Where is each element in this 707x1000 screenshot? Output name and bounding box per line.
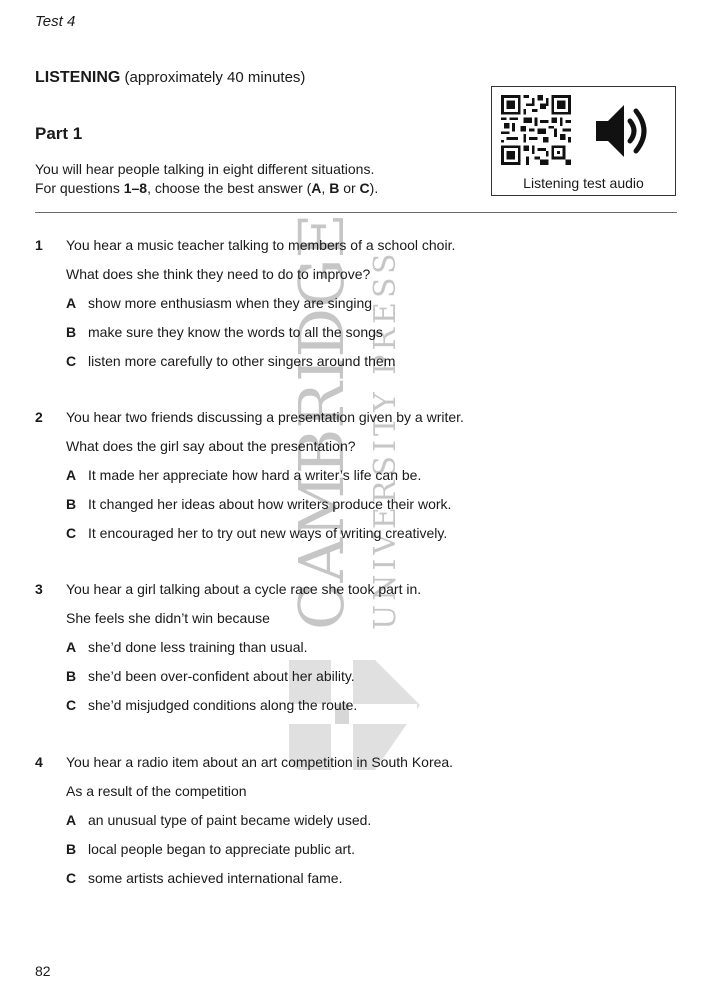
section-divider bbox=[35, 212, 677, 213]
question-prompt: What does she think they need to do to improve? bbox=[66, 266, 371, 282]
instr-opt-b: B bbox=[329, 180, 340, 196]
audio-caption: Listening test audio bbox=[523, 175, 644, 191]
option-c[interactable] bbox=[66, 697, 357, 713]
option-text: It made her appreciate how hard a writer’s life can be. bbox=[88, 467, 422, 483]
question-prompt: What does the girl say about the presentation? bbox=[66, 438, 356, 454]
part-title: Part 1 bbox=[35, 124, 83, 143]
section-title-main: LISTENING bbox=[35, 69, 121, 86]
option-letter: C bbox=[66, 870, 77, 886]
option-a[interactable] bbox=[66, 295, 372, 311]
option-letter: A bbox=[66, 467, 77, 483]
option-text: she’d misjudged conditions along the route. bbox=[88, 697, 358, 713]
question-stem: You hear a girl talking about a cycle race she took part in. bbox=[66, 581, 422, 597]
option-b[interactable] bbox=[66, 841, 355, 857]
instr-opt-c: C bbox=[359, 180, 370, 196]
option-letter: B bbox=[66, 841, 77, 857]
listening-audio-box[interactable] bbox=[491, 86, 676, 196]
question-stem: You hear two friends discussing a presentation given by a writer. bbox=[66, 409, 464, 425]
option-letter: A bbox=[66, 812, 77, 828]
question-prompt: She feels she didn’t win because bbox=[66, 610, 270, 626]
instr-text: , bbox=[321, 180, 330, 196]
option-text: make sure they know the words to all the songs bbox=[88, 324, 383, 340]
option-b[interactable] bbox=[66, 496, 451, 512]
option-text: she’d been over-confident about her ability. bbox=[88, 668, 355, 684]
option-text: It encouraged her to try out new ways of writing creatively. bbox=[88, 525, 448, 541]
question-prompt: As a result of the competition bbox=[66, 783, 247, 799]
option-c[interactable] bbox=[66, 525, 447, 541]
running-head: Test 4 bbox=[35, 13, 76, 30]
option-b[interactable] bbox=[66, 324, 383, 340]
option-letter: A bbox=[66, 295, 77, 311]
question-stem: You hear a radio item about an art competition in South Korea. bbox=[66, 754, 454, 770]
option-letter: C bbox=[66, 525, 77, 541]
speaker-icon[interactable] bbox=[592, 101, 656, 161]
option-text: some artists achieved international fame. bbox=[88, 870, 343, 886]
option-letter: B bbox=[66, 324, 77, 340]
option-text: local people began to appreciate public art. bbox=[88, 841, 355, 857]
option-b[interactable] bbox=[66, 668, 355, 684]
instr-text: or bbox=[339, 180, 360, 196]
instructions bbox=[35, 160, 378, 198]
section-title-duration: (approximately 40 minutes) bbox=[124, 69, 306, 86]
instructions-line-2 bbox=[35, 179, 378, 198]
watermark-line-1: CAMBRIDGE bbox=[285, 213, 358, 630]
option-text: an unusual type of paint became widely used. bbox=[88, 812, 372, 828]
question-number: 1 bbox=[35, 237, 43, 253]
question-stem: You hear a music teacher talking to members of a school choir. bbox=[66, 237, 456, 253]
instr-range: 1–8 bbox=[123, 180, 148, 196]
option-c[interactable] bbox=[66, 870, 342, 886]
option-a[interactable] bbox=[66, 639, 307, 655]
option-c[interactable] bbox=[66, 353, 395, 369]
option-a[interactable] bbox=[66, 812, 371, 828]
question-number: 3 bbox=[35, 581, 43, 597]
option-text: show more enthusiasm when they are singing bbox=[88, 295, 373, 311]
instr-text: For questions bbox=[35, 180, 124, 196]
option-text: she’d done less training than usual. bbox=[88, 639, 308, 655]
instr-text: ). bbox=[369, 180, 379, 196]
instr-text: , choose the best answer ( bbox=[147, 180, 312, 196]
option-text: It changed her ideas about how writers produce their work. bbox=[88, 496, 452, 512]
question-number: 4 bbox=[35, 754, 43, 770]
section-title bbox=[35, 69, 305, 87]
publisher-watermark bbox=[285, 140, 425, 780]
option-a[interactable] bbox=[66, 467, 421, 483]
page-number: 82 bbox=[35, 963, 51, 979]
qr-code-icon[interactable] bbox=[501, 95, 571, 165]
instr-opt-a: A bbox=[311, 180, 322, 196]
option-letter: A bbox=[66, 639, 77, 655]
instructions-line-1: You will hear people talking in eight different situations. bbox=[35, 161, 375, 177]
option-letter: B bbox=[66, 496, 77, 512]
watermark-line-2: UNIVERSITY PRESS bbox=[368, 249, 403, 630]
option-letter: B bbox=[66, 668, 77, 684]
question-number: 2 bbox=[35, 409, 43, 425]
option-text: listen more carefully to other singers around them bbox=[88, 353, 396, 369]
option-letter: C bbox=[66, 353, 77, 369]
option-letter: C bbox=[66, 697, 77, 713]
